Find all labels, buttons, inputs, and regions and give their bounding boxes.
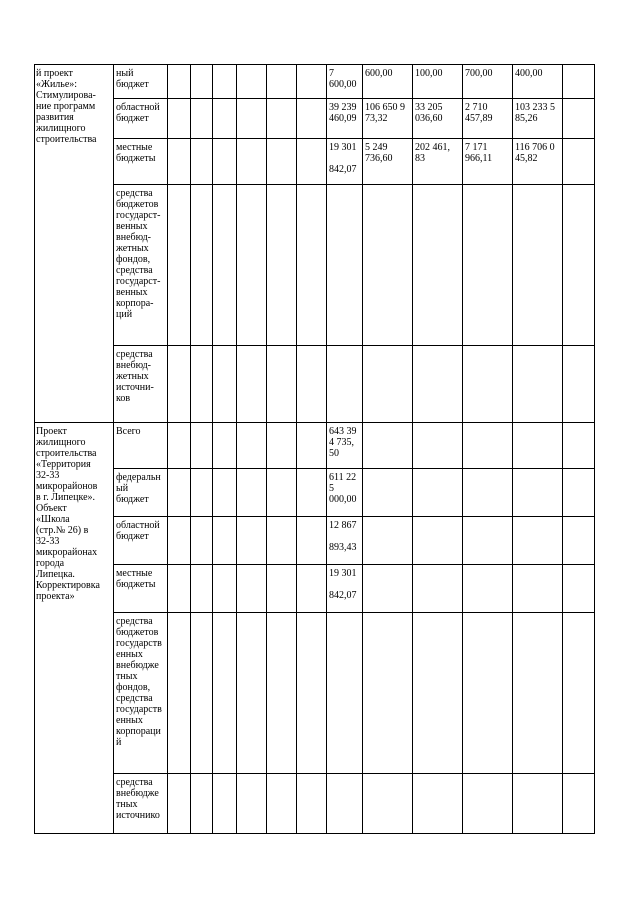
empty-cell — [297, 613, 327, 774]
funding-source: местные бюджеты — [114, 139, 168, 185]
year-3-amount — [463, 185, 513, 346]
year-3-amount: 700,00 — [463, 65, 513, 99]
empty-cell — [563, 517, 595, 565]
empty-cell — [297, 185, 327, 346]
empty-cell — [563, 65, 595, 99]
funding-source: ный бюджет — [114, 65, 168, 99]
year-1-amount: 106 650 9 73,32 — [363, 99, 413, 139]
empty-cell — [191, 613, 213, 774]
table-row — [35, 65, 595, 99]
empty-cell — [237, 346, 267, 423]
table-row — [35, 99, 595, 139]
empty-cell — [213, 613, 237, 774]
empty-cell — [297, 517, 327, 565]
year-4-amount: 400,00 — [513, 65, 563, 99]
total-amount: 7 600,00 — [327, 65, 363, 99]
empty-cell — [267, 517, 297, 565]
empty-cell — [267, 469, 297, 517]
empty-cell — [237, 469, 267, 517]
empty-cell — [191, 517, 213, 565]
year-2-amount — [413, 565, 463, 613]
year-1-amount — [363, 185, 413, 346]
empty-cell — [168, 139, 191, 185]
year-4-amount: 116 706 0 45,82 — [513, 139, 563, 185]
year-4-amount — [513, 469, 563, 517]
total-amount: 19 301 842,07 — [327, 139, 363, 185]
year-4-amount — [513, 613, 563, 774]
year-1-amount — [363, 469, 413, 517]
total-amount — [327, 346, 363, 423]
empty-cell — [237, 99, 267, 139]
year-2-amount — [413, 185, 463, 346]
empty-cell — [237, 65, 267, 99]
empty-cell — [267, 99, 297, 139]
empty-cell — [191, 99, 213, 139]
year-2-amount — [413, 469, 463, 517]
empty-cell — [267, 65, 297, 99]
year-3-amount — [463, 346, 513, 423]
year-3-amount: 7 171 966,11 — [463, 139, 513, 185]
empty-cell — [563, 469, 595, 517]
year-4-amount — [513, 185, 563, 346]
funding-source: средства внебюд- жетных источни- ков — [114, 346, 168, 423]
empty-cell — [563, 613, 595, 774]
year-1-amount — [363, 346, 413, 423]
funding-source: Всего — [114, 423, 168, 469]
total-amount — [327, 613, 363, 774]
empty-cell — [237, 517, 267, 565]
project-title: й проект «Жилье»: Стимулирова- ние программ развития жилищного строительства — [35, 65, 114, 423]
year-3-amount — [463, 517, 513, 565]
year-4-amount: 103 233 5 85,26 — [513, 99, 563, 139]
empty-cell — [213, 139, 237, 185]
empty-cell — [297, 774, 327, 834]
empty-cell — [267, 774, 297, 834]
year-2-amount: 202 461, 83 — [413, 139, 463, 185]
year-3-amount — [463, 774, 513, 834]
empty-cell — [297, 99, 327, 139]
empty-cell — [168, 99, 191, 139]
empty-cell — [563, 565, 595, 613]
empty-cell — [191, 139, 213, 185]
total-amount — [327, 185, 363, 346]
table-row — [35, 517, 595, 565]
year-2-amount: 33 205 036,60 — [413, 99, 463, 139]
empty-cell — [191, 774, 213, 834]
total-amount — [327, 774, 363, 834]
funding-source: местные бюджеты — [114, 565, 168, 613]
year-2-amount — [413, 774, 463, 834]
year-2-amount — [413, 423, 463, 469]
empty-cell — [168, 517, 191, 565]
empty-cell — [168, 469, 191, 517]
empty-cell — [267, 139, 297, 185]
year-1-amount — [363, 613, 413, 774]
empty-cell — [213, 469, 237, 517]
empty-cell — [563, 774, 595, 834]
funding-source: средства внебюдже тных источнико — [114, 774, 168, 834]
empty-cell — [168, 185, 191, 346]
empty-cell — [213, 346, 237, 423]
empty-cell — [297, 469, 327, 517]
year-4-amount — [513, 346, 563, 423]
empty-cell — [191, 469, 213, 517]
table-row — [35, 469, 595, 517]
table-row — [35, 774, 595, 834]
empty-cell — [297, 65, 327, 99]
empty-cell — [237, 423, 267, 469]
empty-cell — [237, 613, 267, 774]
year-1-amount — [363, 423, 413, 469]
empty-cell — [168, 423, 191, 469]
table-row — [35, 565, 595, 613]
empty-cell — [297, 565, 327, 613]
empty-cell — [168, 613, 191, 774]
empty-cell — [213, 99, 237, 139]
empty-cell — [563, 99, 595, 139]
funding-source: областной бюджет — [114, 99, 168, 139]
year-3-amount — [463, 423, 513, 469]
empty-cell — [267, 185, 297, 346]
empty-cell — [563, 346, 595, 423]
year-1-amount: 600,00 — [363, 65, 413, 99]
empty-cell — [237, 139, 267, 185]
empty-cell — [168, 346, 191, 423]
empty-cell — [191, 185, 213, 346]
empty-cell — [563, 185, 595, 346]
empty-cell — [297, 139, 327, 185]
year-1-amount — [363, 774, 413, 834]
table-row — [35, 139, 595, 185]
year-1-amount — [363, 517, 413, 565]
empty-cell — [191, 423, 213, 469]
total-amount: 643 39 4 735, 50 — [327, 423, 363, 469]
year-3-amount — [463, 613, 513, 774]
year-2-amount — [413, 517, 463, 565]
empty-cell — [267, 565, 297, 613]
empty-cell — [191, 346, 213, 423]
year-3-amount — [463, 565, 513, 613]
table-row — [35, 423, 595, 469]
year-2-amount: 100,00 — [413, 65, 463, 99]
table-row — [35, 185, 595, 346]
year-1-amount — [363, 565, 413, 613]
empty-cell — [191, 565, 213, 613]
empty-cell — [237, 185, 267, 346]
budget-table — [34, 64, 595, 834]
year-2-amount — [413, 346, 463, 423]
year-4-amount — [513, 774, 563, 834]
year-1-amount: 5 249 736,60 — [363, 139, 413, 185]
total-amount: 39 239 460,09 — [327, 99, 363, 139]
total-amount: 12 867 893,43 — [327, 517, 363, 565]
year-4-amount — [513, 423, 563, 469]
table-row — [35, 613, 595, 774]
empty-cell — [213, 423, 237, 469]
year-4-amount — [513, 517, 563, 565]
empty-cell — [297, 346, 327, 423]
empty-cell — [168, 565, 191, 613]
total-amount: 19 301 842,07 — [327, 565, 363, 613]
year-4-amount — [513, 565, 563, 613]
empty-cell — [267, 613, 297, 774]
empty-cell — [237, 774, 267, 834]
empty-cell — [213, 774, 237, 834]
empty-cell — [191, 65, 213, 99]
funding-source: федеральн ый бюджет — [114, 469, 168, 517]
table-row — [35, 346, 595, 423]
empty-cell — [213, 185, 237, 346]
empty-cell — [563, 423, 595, 469]
empty-cell — [563, 139, 595, 185]
year-3-amount: 2 710 457,89 — [463, 99, 513, 139]
year-2-amount — [413, 613, 463, 774]
empty-cell — [267, 423, 297, 469]
empty-cell — [168, 774, 191, 834]
empty-cell — [237, 565, 267, 613]
empty-cell — [168, 65, 191, 99]
empty-cell — [267, 346, 297, 423]
funding-source: средства бюджетов государств енных внебюдже тных фондов, средства государств енных корпораци й — [114, 613, 168, 774]
funding-source: средства бюджетов государст- венных внебюд- жетных фондов, средства государст- венных корпора- ций — [114, 185, 168, 346]
empty-cell — [213, 517, 237, 565]
empty-cell — [297, 423, 327, 469]
funding-source: областной бюджет — [114, 517, 168, 565]
year-3-amount — [463, 469, 513, 517]
project-title: Проект жилищного строительства «Территория 32-33 микрорайонов в г. Липецке». Объект «Школа (стр.№ 26) в 32-33 микрорайонах города Липецка. Корректировка проекта» — [35, 423, 114, 834]
empty-cell — [213, 565, 237, 613]
empty-cell — [213, 65, 237, 99]
total-amount: 611 22 5 000,00 — [327, 469, 363, 517]
